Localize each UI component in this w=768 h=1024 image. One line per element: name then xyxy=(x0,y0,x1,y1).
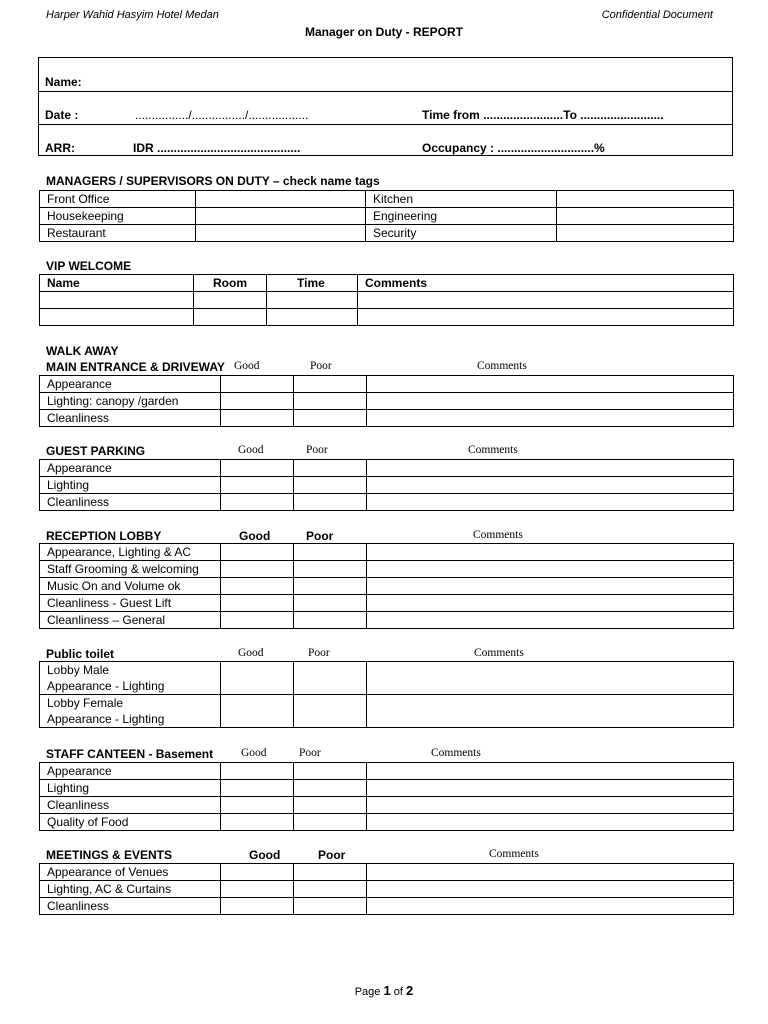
manager-cell[interactable] xyxy=(196,225,366,242)
item-label: Cleanliness – General xyxy=(40,612,221,629)
vip-cell[interactable] xyxy=(358,309,734,326)
poor-cell[interactable] xyxy=(294,695,367,728)
good-cell[interactable] xyxy=(221,578,294,595)
comments-cell[interactable] xyxy=(367,780,734,797)
good-cell[interactable] xyxy=(221,544,294,561)
col-comments: Comments xyxy=(477,360,527,372)
col-time: Time xyxy=(267,275,358,292)
page-number: 1 xyxy=(383,983,391,998)
good-cell[interactable] xyxy=(221,477,294,494)
good-cell[interactable] xyxy=(221,410,294,427)
page-footer: Page 1 of 2 xyxy=(354,983,414,998)
guest-parking-table xyxy=(39,459,734,511)
report-title: Manager on Duty - REPORT xyxy=(304,25,463,39)
col-poor: Poor xyxy=(308,647,330,659)
comments-cell[interactable] xyxy=(367,494,734,511)
staff-canteen-table xyxy=(39,762,734,831)
item-label: Lighting xyxy=(40,780,221,797)
good-cell[interactable] xyxy=(221,763,294,780)
col-poor: Poor xyxy=(318,848,346,862)
good-cell[interactable] xyxy=(221,662,294,695)
good-cell[interactable] xyxy=(221,881,294,898)
vip-cell[interactable] xyxy=(358,292,734,309)
section-title: GUEST PARKING xyxy=(46,444,146,458)
table-row xyxy=(40,410,734,427)
good-cell[interactable] xyxy=(221,494,294,511)
public-toilet-table xyxy=(39,661,734,728)
managers-heading: MANAGERS / SUPERVISORS ON DUTY – check name tags xyxy=(46,174,380,188)
item-label: Appearance xyxy=(40,376,221,393)
table-row xyxy=(40,494,734,511)
poor-cell[interactable] xyxy=(294,460,367,477)
reception-lobby-table xyxy=(39,543,734,629)
comments-cell[interactable] xyxy=(367,881,734,898)
good-cell[interactable] xyxy=(221,898,294,915)
col-good: Good xyxy=(238,444,264,456)
confidential-label: Confidential Document xyxy=(601,9,713,21)
item-label: Staff Grooming & welcoming xyxy=(40,561,221,578)
poor-cell[interactable] xyxy=(294,881,367,898)
section-title: MEETINGS & EVENTS xyxy=(46,848,173,862)
manager-cell[interactable] xyxy=(557,208,734,225)
poor-cell[interactable] xyxy=(294,544,367,561)
good-cell[interactable] xyxy=(221,814,294,831)
comments-cell[interactable] xyxy=(367,544,734,561)
item-label: Appearance xyxy=(40,460,221,477)
vip-table xyxy=(39,274,734,326)
table-row xyxy=(40,561,734,578)
comments-cell[interactable] xyxy=(367,612,734,629)
good-cell[interactable] xyxy=(221,595,294,612)
poor-cell[interactable] xyxy=(294,797,367,814)
poor-cell[interactable] xyxy=(294,393,367,410)
item-label: Quality of Food xyxy=(40,814,221,831)
poor-cell[interactable] xyxy=(294,410,367,427)
good-cell[interactable] xyxy=(221,864,294,881)
item-label: Lobby Male Appearance - Lighting xyxy=(40,662,221,695)
vip-cell[interactable] xyxy=(194,292,267,309)
table-row xyxy=(40,225,734,242)
managers-table xyxy=(39,190,734,242)
comments-cell[interactable] xyxy=(367,797,734,814)
col-poor: Poor xyxy=(310,360,332,372)
comments-cell[interactable] xyxy=(367,763,734,780)
comments-cell[interactable] xyxy=(367,477,734,494)
table-row xyxy=(40,814,734,831)
table-row xyxy=(40,376,734,393)
comments-cell[interactable] xyxy=(367,898,734,915)
good-cell[interactable] xyxy=(221,797,294,814)
good-cell[interactable] xyxy=(221,695,294,728)
poor-cell[interactable] xyxy=(294,561,367,578)
table-row xyxy=(40,763,734,780)
vip-cell[interactable] xyxy=(40,309,194,326)
vip-cell[interactable] xyxy=(194,309,267,326)
poor-cell[interactable] xyxy=(294,898,367,915)
dept-label: Front Office xyxy=(40,191,196,208)
table-row xyxy=(40,393,734,410)
good-cell[interactable] xyxy=(221,376,294,393)
item-label: Lobby Female Appearance - Lighting xyxy=(40,695,221,728)
col-poor: Poor xyxy=(299,747,321,759)
manager-cell[interactable] xyxy=(196,191,366,208)
manager-cell[interactable] xyxy=(557,191,734,208)
dept-label: Housekeeping xyxy=(40,208,196,225)
comments-cell[interactable] xyxy=(367,393,734,410)
table-row xyxy=(40,881,734,898)
section-title: MAIN ENTRANCE & DRIVEWAY xyxy=(46,360,225,374)
comments-cell[interactable] xyxy=(367,410,734,427)
poor-cell[interactable] xyxy=(294,763,367,780)
col-good: Good xyxy=(239,529,271,543)
item-label: Cleanliness xyxy=(40,797,221,814)
time-field[interactable]: Time from ........................To ......................... xyxy=(422,108,664,122)
idr-field[interactable]: IDR ........................................... xyxy=(133,141,301,155)
table-row xyxy=(40,544,734,561)
section-title: Public toilet xyxy=(46,647,115,661)
dept-label: Engineering xyxy=(366,208,557,225)
comments-cell[interactable] xyxy=(367,578,734,595)
table-row xyxy=(40,292,734,309)
item-label: Music On and Volume ok xyxy=(40,578,221,595)
dept-label: Kitchen xyxy=(366,191,557,208)
comments-cell[interactable] xyxy=(367,460,734,477)
col-comments: Comments xyxy=(431,747,481,759)
comments-cell[interactable] xyxy=(367,864,734,881)
table-row xyxy=(40,595,734,612)
table-row xyxy=(40,191,734,208)
table-row xyxy=(40,612,734,629)
poor-cell[interactable] xyxy=(294,814,367,831)
item-label: Cleanliness xyxy=(40,410,221,427)
table-row xyxy=(40,898,734,915)
vip-cell[interactable] xyxy=(267,309,358,326)
table-row xyxy=(40,780,734,797)
date-label: Date : xyxy=(45,108,79,122)
col-name: Name xyxy=(40,275,194,292)
poor-cell[interactable] xyxy=(294,780,367,797)
comments-cell[interactable] xyxy=(367,814,734,831)
good-cell[interactable] xyxy=(221,561,294,578)
comments-cell[interactable] xyxy=(367,595,734,612)
name-label: Name: xyxy=(45,75,82,89)
vip-cell[interactable] xyxy=(40,292,194,309)
table-row xyxy=(40,477,734,494)
good-cell[interactable] xyxy=(221,460,294,477)
report-info-box xyxy=(38,57,733,156)
hotel-name: Harper Wahid Hasyim Hotel Medan xyxy=(46,9,219,21)
date-field[interactable]: ................/................/.................. xyxy=(135,108,309,122)
poor-cell[interactable] xyxy=(294,662,367,695)
item-label: Cleanliness xyxy=(40,898,221,915)
manager-cell[interactable] xyxy=(196,208,366,225)
arr-label: ARR: xyxy=(45,141,75,155)
col-comments: Comments xyxy=(489,848,539,860)
comments-cell[interactable] xyxy=(367,376,734,393)
poor-cell[interactable] xyxy=(294,864,367,881)
dept-label: Security xyxy=(366,225,557,242)
item-label: Cleanliness - Guest Lift xyxy=(40,595,221,612)
table-header-row xyxy=(40,275,734,292)
poor-cell[interactable] xyxy=(294,376,367,393)
good-cell[interactable] xyxy=(221,780,294,797)
table-row xyxy=(40,208,734,225)
item-label: Cleanliness xyxy=(40,494,221,511)
col-good: Good xyxy=(238,647,264,659)
table-row xyxy=(40,578,734,595)
item-label: Lighting, AC & Curtains xyxy=(40,881,221,898)
table-row xyxy=(40,309,734,326)
item-label: Appearance, Lighting & AC xyxy=(40,544,221,561)
col-comments: Comments xyxy=(474,647,524,659)
poor-cell[interactable] xyxy=(294,612,367,629)
table-row xyxy=(40,797,734,814)
col-poor: Poor xyxy=(306,529,334,543)
comments-cell[interactable] xyxy=(367,561,734,578)
item-label: Lighting: canopy /garden xyxy=(40,393,221,410)
col-comments: Comments xyxy=(473,529,523,541)
poor-cell[interactable] xyxy=(294,494,367,511)
item-label: Appearance of Venues xyxy=(40,864,221,881)
item-label: Lighting xyxy=(40,477,221,494)
table-row xyxy=(40,662,734,695)
comments-cell[interactable] xyxy=(367,695,734,728)
vip-heading: VIP WELCOME xyxy=(46,259,132,273)
page-total: 2 xyxy=(406,983,414,998)
table-row xyxy=(40,460,734,477)
poor-cell[interactable] xyxy=(294,477,367,494)
col-comments: Comments xyxy=(468,444,518,456)
dept-label: Restaurant xyxy=(40,225,196,242)
main-entrance-table xyxy=(39,375,734,427)
comments-cell[interactable] xyxy=(367,662,734,695)
good-cell[interactable] xyxy=(221,393,294,410)
col-poor: Poor xyxy=(306,444,328,456)
walk-away-heading: WALK AWAY xyxy=(46,344,119,358)
vip-cell[interactable] xyxy=(267,292,358,309)
section-title: RECEPTION LOBBY xyxy=(46,529,162,543)
section-title: STAFF CANTEEN - Basement xyxy=(46,747,214,761)
occupancy-field[interactable]: Occupancy : .............................% xyxy=(422,141,605,155)
poor-cell[interactable] xyxy=(294,578,367,595)
meetings-events-table xyxy=(39,863,734,915)
col-room: Room xyxy=(194,275,267,292)
manager-cell[interactable] xyxy=(557,225,734,242)
item-label: Appearance xyxy=(40,763,221,780)
col-comments: Comments xyxy=(358,275,734,292)
table-row xyxy=(40,864,734,881)
good-cell[interactable] xyxy=(221,612,294,629)
poor-cell[interactable] xyxy=(294,595,367,612)
col-good: Good xyxy=(249,848,281,862)
table-row xyxy=(40,695,734,728)
col-good: Good xyxy=(234,360,260,372)
col-good: Good xyxy=(241,747,267,759)
